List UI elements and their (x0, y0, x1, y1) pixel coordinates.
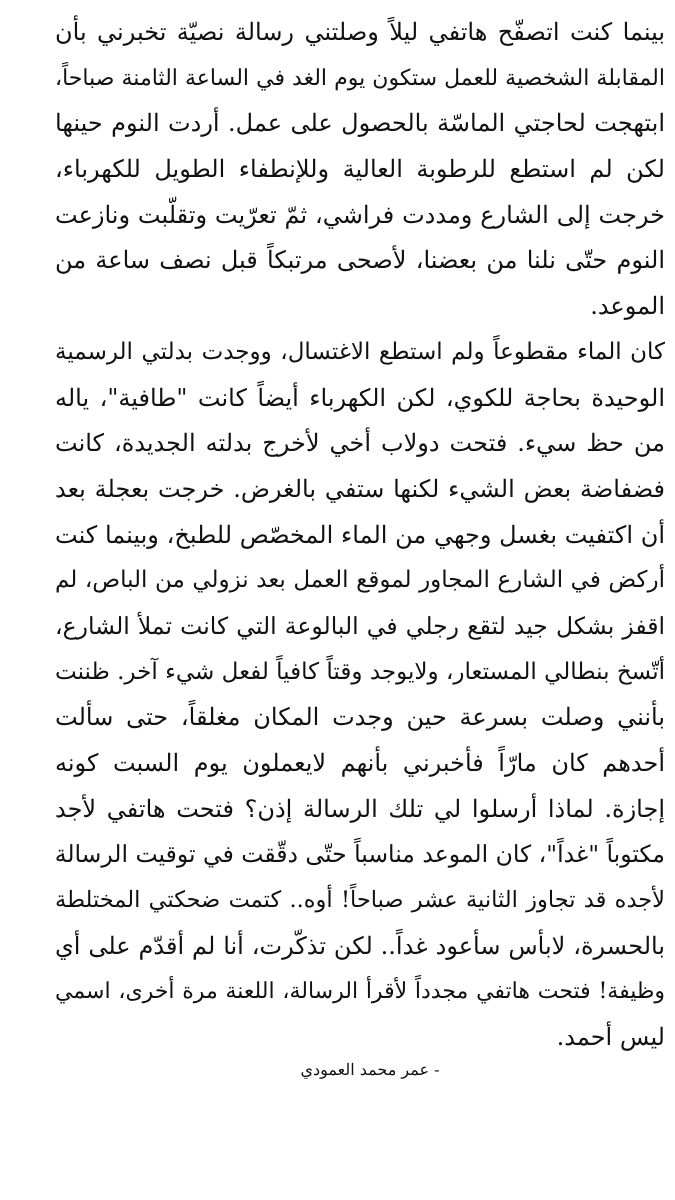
text-line: أتّسخ بنطالي المستعار، ولايوجد وقتاً كافياً لفعل شيء آخر. ظننت (55, 658, 665, 685)
text-line: بينما كنت اتصفّح هاتفي ليلاً وصلتني رسالة نصيّة تخبرني بأن (55, 18, 665, 46)
text-line: خرجت إلى الشارع ومددت فراشي، ثمّ تعرّيت وتقلّبت ونازعت (55, 200, 665, 229)
text-line: أن اكتفيت بغسل وجهي من الماء المخصّص للطبخ، وبينما كنت (55, 520, 665, 549)
paragraph-2 (55, 330, 665, 1061)
text-line: بأنني وصلت بسرعة حين وجدت المكان مغلقاً، حتى سألت (55, 703, 665, 732)
text-line: إجازة. لماذا أرسلوا لي تلك الرسالة إذن؟ فتحت هاتفي لأجد (55, 794, 665, 823)
story-text (55, 10, 665, 1061)
text-line: كان الماء مقطوعاً ولم استطع الاغتسال، ووجدت بدلتي الرسمية (55, 338, 665, 365)
text-line: ابتهجت لحاجتي الماسّة بالحصول على عمل. أردت النوم حينها (55, 109, 665, 138)
text-line: لكن لم استطع للرطوبة العالية وللإنطفاء الطويل للكهرباء، (55, 155, 665, 184)
text-line: اقفز بشكل جيد لتقع رجلي في البالوعة التي كانت تملأ الشارع، (55, 611, 665, 640)
text-line: الوحيدة بحاجة للكوي، لكن الكهرباء أيضاً كانت "طافية"، ياله (55, 383, 665, 412)
author-signature: - عمر محمد العمودي (300, 1060, 440, 1079)
text-line: ليس أحمد. (556, 1023, 665, 1052)
text-line: المقابلة الشخصية للعمل ستكون يوم الغد في الساعة الثامنة صباحاً، (55, 65, 665, 91)
text-line: من حظ سيء. فتحت دولاب أخي لأخرج بدلته الجديدة، كانت (55, 429, 665, 458)
text-line: لأجده قد تجاوز الثانية عشر صباحاً! أوه.. كتمت ضحكتي المختلطة (55, 887, 665, 914)
text-line: وظيفة! فتحت هاتفي مجدداً لأقرأ الرسالة، اللعنة مرة أخرى، اسمي (55, 979, 665, 1005)
text-line: أركض في الشارع المجاور لموقع العمل بعد نزولي من الباص، لم (55, 567, 665, 594)
text-line: مكتوباً "غداً"، كان الموعد مناسباً حتّى دقّقت في توقيت الرسالة (55, 840, 665, 869)
text-line: أحدهم كان مارّاً فأخبرني بأنهم لايعملون يوم السبت كونه (55, 749, 665, 777)
text-line: بالحسرة، لابأس سأعود غداً.. لكن تذكّرت، أنا لم أقدّم على أي (55, 931, 665, 960)
paragraph-1 (55, 10, 665, 330)
text-line: النوم حتّى نلنا من بعضنا، لأصحى مرتبكاً قبل نصف ساعة من (55, 246, 665, 275)
text-line: الموعد. (590, 292, 665, 321)
text-line: فضفاضة بعض الشيء لكنها ستفي بالغرض. خرجت بعجلة بعد (55, 474, 665, 503)
